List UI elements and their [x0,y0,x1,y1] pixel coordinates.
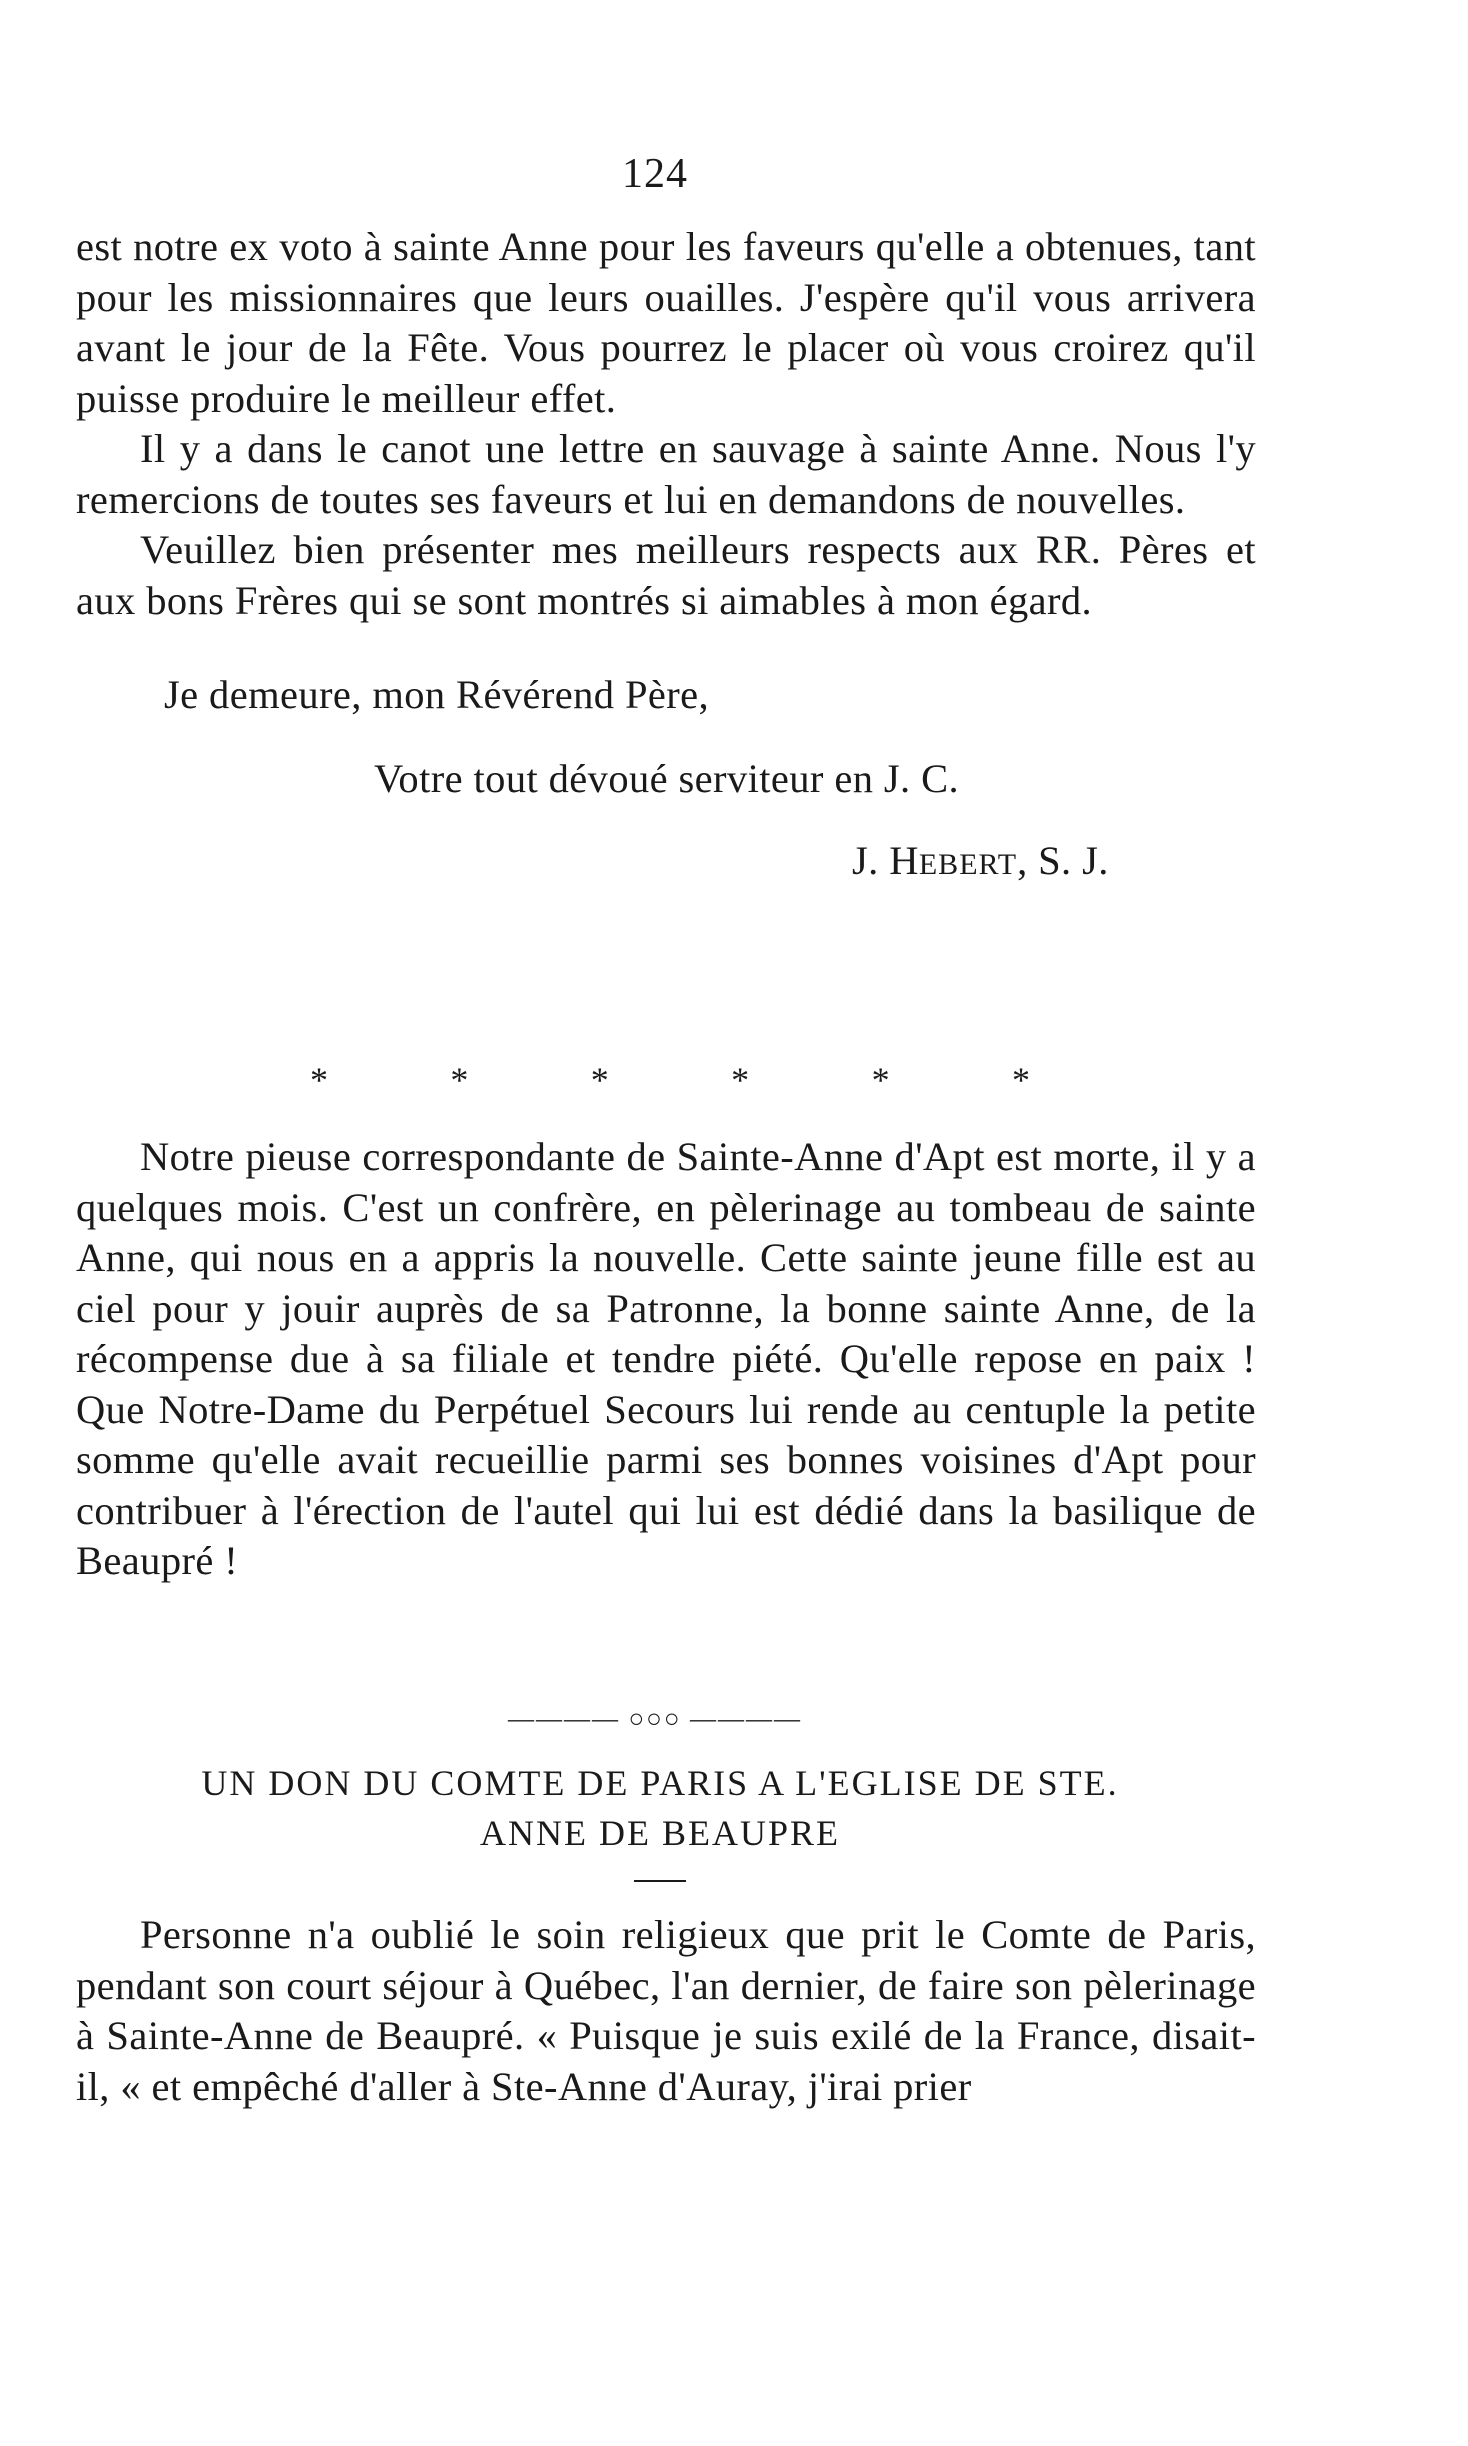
notice-paragraph: Notre pieuse correspondante de Sainte-Anne d'Apt est morte, il y a quelques mois. C'est un confrère, en pèlerinage au tombeau de sainte Anne, qui nous en a appris la nouvelle. Cette sainte jeune fille est au ciel pour y jouir auprès de sa Patronne, la bonne sainte Anne, de la récompense due à sa filiale et tendre piété. Qu'elle repose en paix ! Que Notre-Dame du Perpétuel Secours lui rende au centuple la petite somme qu'elle avait recueillie parmi ses bonnes voisines d'Apt pour contribuer à l'érection de l'autel qui lui est dédié dans la basilique de Beaupré ! [76,1134,1256,1583]
page-number: 124 [622,151,688,197]
letter-body [76,222,1256,626]
section-body [76,1910,1256,2112]
section-heading-line-1: UN DON DU COMTE DE PARIS A L'EGLISE DE STE. [201,1763,1119,1803]
notice-body [76,1132,1256,1587]
section-heading-line-2: ANNE DE BEAUPRE [480,1813,840,1853]
star-separator [310,1060,1030,1100]
section-ornament: ———— ○○○ ———— [507,1704,803,1733]
letter-closing: Votre tout dévoué serviteur en J. C. [374,756,960,801]
letter-paragraph-2: Il y a dans le canot une lettre en sauvage à sainte Anne. Nous l'y remercions de toutes ses faveurs et lui en demandons de nouvelles. [76,426,1256,522]
star-mark: * [450,1060,469,1100]
star-mark: * [590,1060,609,1100]
star-mark: * [1011,1060,1030,1100]
star-mark: * [310,1060,328,1100]
star-mark: * [731,1060,750,1100]
letter-paragraph-1: est notre ex voto à sainte Anne pour les faveurs qu'elle a obtenues, tant pour les missionnaires que leurs ouailles. J'espère qu'il vous arrivera avant le jour de la Fête. Vous pourrez le placer où vous croirez qu'il puisse produire le meilleur effet. [76,224,1256,421]
signature-initial: J. H [852,838,919,883]
letter-paragraph-3: Veuillez bien présenter mes meilleurs respects aux RR. Pères et aux bons Frères qui se sont montrés si aimables à mon égard. [76,527,1256,623]
heading-rule [634,1880,686,1882]
section-heading [60,1758,1260,1858]
letter-salutation: Je demeure, mon Révérend Père, [164,672,710,717]
signature-surname: EBERT [918,848,1018,881]
star-mark: * [871,1060,890,1100]
section-paragraph: Personne n'a oublié le soin religieux que prit le Comte de Paris, pendant son court séjour à Québec, l'an dernier, de faire son pèlerinage à Sainte-Anne de Beaupré. « Puisque je suis exilé de la France, disait-il, « et empêché d'aller à Ste-Anne d'Auray, j'irai prier [76,1912,1256,2109]
signature-suffix: , S. J. [1017,838,1109,883]
letter-signature [852,836,1109,890]
